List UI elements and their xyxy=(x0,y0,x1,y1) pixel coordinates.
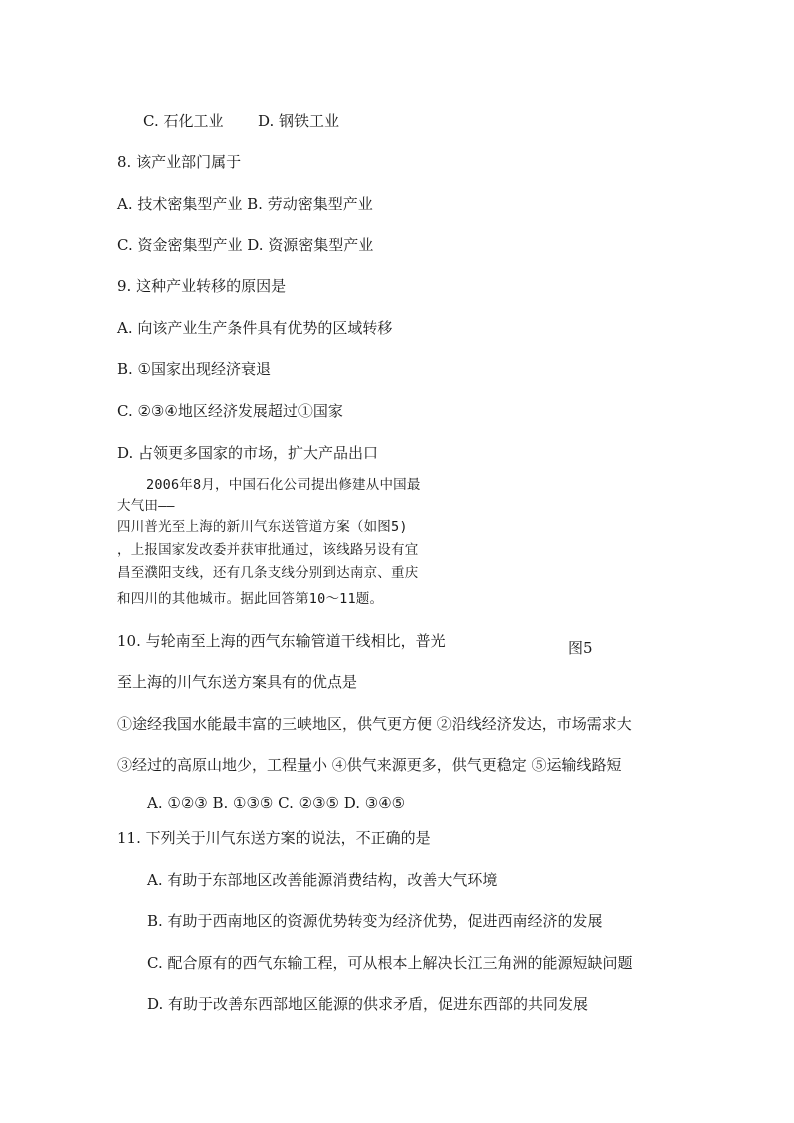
q8-options-ab: A. 技术密集型产业 B. 劳动密集型产业 xyxy=(117,195,373,213)
q10-stem-line-2: 至上海的川气东送方案具有的优点是 xyxy=(117,673,358,691)
q8-options-cd: C. 资金密集型产业 D. 资源密集型产业 xyxy=(117,236,374,254)
q11-option-d: D. 有助于改善东西部地区能源的供求矛盾，促进东西部的共同发展 xyxy=(147,995,589,1013)
q11-option-a: A. 有助于东部地区改善能源消费结构，改善大气环境 xyxy=(147,871,498,889)
q10-statements-line-1: ①途经我国水能最丰富的三峡地区，供气更方便 ②沿线经济发达，市场需求大 xyxy=(117,715,632,733)
q9-option-d: D. 占领更多国家的市场，扩大产品出口 xyxy=(117,444,379,462)
passage-line-4: ，上报国家发改委并获审批通过，该线路另设有宜 xyxy=(117,542,419,558)
q9-stem: 9. 这种产业转移的原因是 xyxy=(117,277,287,295)
q9-option-c: C. ②③④地区经济发展超过①国家 xyxy=(117,402,343,420)
q7-option-c: C. 石化工业 xyxy=(143,112,224,130)
passage-line-6: 和四川的其他城市。据此回答第10～11题。 xyxy=(117,591,384,607)
q10-statements-line-2: ③经过的高原山地少，工程量小 ④供气来源更多，供气更稳定 ⑤运输线路短 xyxy=(117,756,622,774)
figure-label: 图5 xyxy=(568,639,593,657)
q9-option-a: A. 向该产业生产条件具有优势的区域转移 xyxy=(117,319,393,337)
q9-option-b: B. ①国家出现经济衰退 xyxy=(117,360,272,378)
passage-line-5: 昌至濮阳支线，还有几条支线分别到达南京、重庆 xyxy=(117,565,419,581)
q11-stem: 11. 下列关于川气东送方案的说法，不正确的是 xyxy=(117,829,431,847)
passage-line-2: 大气田—— xyxy=(117,498,175,514)
q7-option-d: D. 钢铁工业 xyxy=(258,112,340,130)
passage-line-1: 2006年8月，中国石化公司提出修建从中国最 xyxy=(146,477,421,493)
q8-stem: 8. 该产业部门属于 xyxy=(117,153,242,171)
q11-option-c: C. 配合原有的西气东输工程，可从根本上解决长江三角洲的能源短缺问题 xyxy=(147,954,633,972)
passage-line-3: 四川普光至上海的新川气东送管道方案（如图5) xyxy=(117,519,408,535)
q10-stem-line-1: 10. 与轮南至上海的西气东输管道干线相比，普光 xyxy=(117,632,446,650)
q11-option-b: B. 有助于西南地区的资源优势转变为经济优势，促进西南经济的发展 xyxy=(147,912,603,930)
q10-choices: A. ①②③ B. ①③⑤ C. ②③⑤ D. ③④⑤ xyxy=(147,794,406,812)
